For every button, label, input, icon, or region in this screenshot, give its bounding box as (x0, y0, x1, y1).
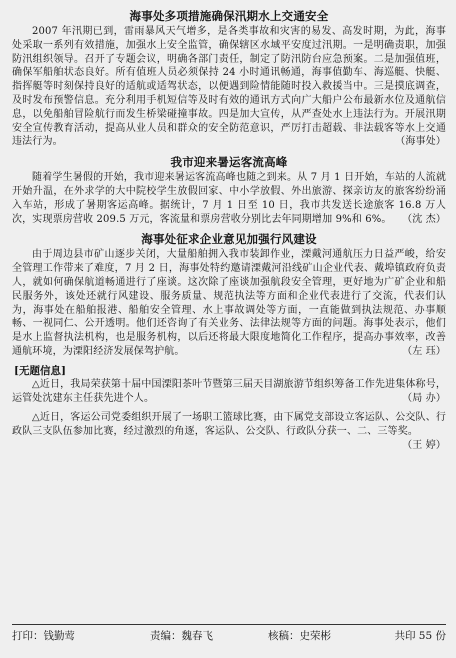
article-author: （沈 杰） (402, 213, 446, 225)
article-author: （左 珏） (402, 345, 446, 357)
article-summer-traffic (12, 154, 446, 226)
article-flood-safety (12, 8, 446, 149)
article-title: 海事处多项措施确保汛期水上交通安全 (129, 9, 329, 23)
article-text: 2007 年汛期已到，雷雨暴风天气增多，是各类事故和灾害的易发、高发时期，为此，海事处采取一系列有效措施，加强水上安全监管，确保辖区水域平安度过汛期。一是明确责职，加强防汛组织领导。召开了专题会议，明确各部门责任，制定了防汛防台应急预案。二是加强值班，确保军船舶状态良好。所有值班人员必须保持 24 小时通讯畅通，海事值勤车、海巡艇、快艇、指挥艇等时刻保持良好的适航或适驾状态，以便遇到险情能随时投入救援当中。三是摸底调查，及时发布预警信息。充分利用手机短信等及时有效的通讯方式向广大船户公布最新水位及通航信息，以免船舶冒险航行而发生桥梁碰撞事故。四是加大宣传，从严查处水上违法行为。开展汛期安全宣传教育活动，提高从业人员和群众的安全防范意识，严厉打击超载、非法载客等水上交通违法行为。 (12, 26, 446, 148)
brief-item (12, 411, 446, 452)
bulletin-footer (12, 624, 446, 643)
brief-body (12, 411, 446, 451)
brief-body (12, 378, 446, 406)
brief-text: △近日，客运公司党委组织开展了一场职工篮球比赛，由下属党支部设立客运队、公交队、行政队三支队伍参加比赛，经过激烈的角逐，客运队、公交队、行政队分获一、二、三等奖。 (12, 412, 446, 438)
brief-item (12, 378, 446, 406)
article-text: 随着学生暑假的开始，我市迎来暑运客流高峰也随之到来。从 7 月 1 日开始，车站的人流就开始升温，在外求学的大中院校学生放假回家、中小学放假、外出旅游、探亲访友的旅客纷纷涌入车站，形成了暑期客运高峰。据统计，7 月 1 日至 10 日，我市共发送长途旅客 16.8 万人次，实现票房营收 209.5 万元，客流量和票房营收分别比去年同期增加 9%和 6%。 (12, 172, 446, 225)
article-body (12, 25, 446, 149)
footer-reviewer: 核稿：史荣彬 (268, 630, 331, 642)
footer-printer: 打印：钱勤莺 (12, 630, 75, 642)
brief-author: （局 办） (402, 392, 446, 404)
briefs-heading: [无题信息] (14, 364, 66, 377)
article-title: 我市迎来暑运客流高峰 (170, 155, 288, 170)
article-author: （海事处） (395, 136, 446, 148)
article-text: 由于周边县市矿山逐步关闭，大量船舶拥入我市装卸作业，溧戴河通航压力日益严峻，给安全管理工作带来了难度，7 月 2 日，海事处特约邀请溧戴河沿线矿山企业代表、戴埠镇政府负责人，就如何确保航道畅通进行了座谈。这次除了座谈加强航段安全管理，更好地为广矿企业和船民服务外，该处还就行风建设、服务质量、规范执法等方面和企业代表进行了交流，代表们认为，海事处在船舶报港、船舶安全管理、水上事故调处等方面，一直能做到执法规范、办事顺畅、一视同仁、公开透明。他们还咨询了有关业务、法律法规等方面的问题。海事处表示，他们是水上监督执法机构，也是服务机构，以后还将最大限度地简化工作程序，提高办事效率，改善通航环境，为溧阳经济发展保驾护航。 (12, 249, 446, 357)
briefs-section (12, 364, 446, 453)
brief-text: △近日，我局荣获第十届中国溧阳茶叶节暨第三届天目湖旅游节组织筹备工作先进集体称号，运管处沈建东主任获先进个人。 (12, 378, 446, 404)
footer-editor: 责编：魏春飞 (150, 630, 213, 642)
article-title: 海事处征求企业意见加强行风建设 (141, 232, 317, 247)
article-conduct-building (12, 231, 446, 358)
article-body (12, 248, 446, 358)
article-body (12, 171, 446, 226)
brief-author: （王 婷） (402, 439, 446, 451)
footer-copies: 共印 55 份 (394, 630, 446, 642)
